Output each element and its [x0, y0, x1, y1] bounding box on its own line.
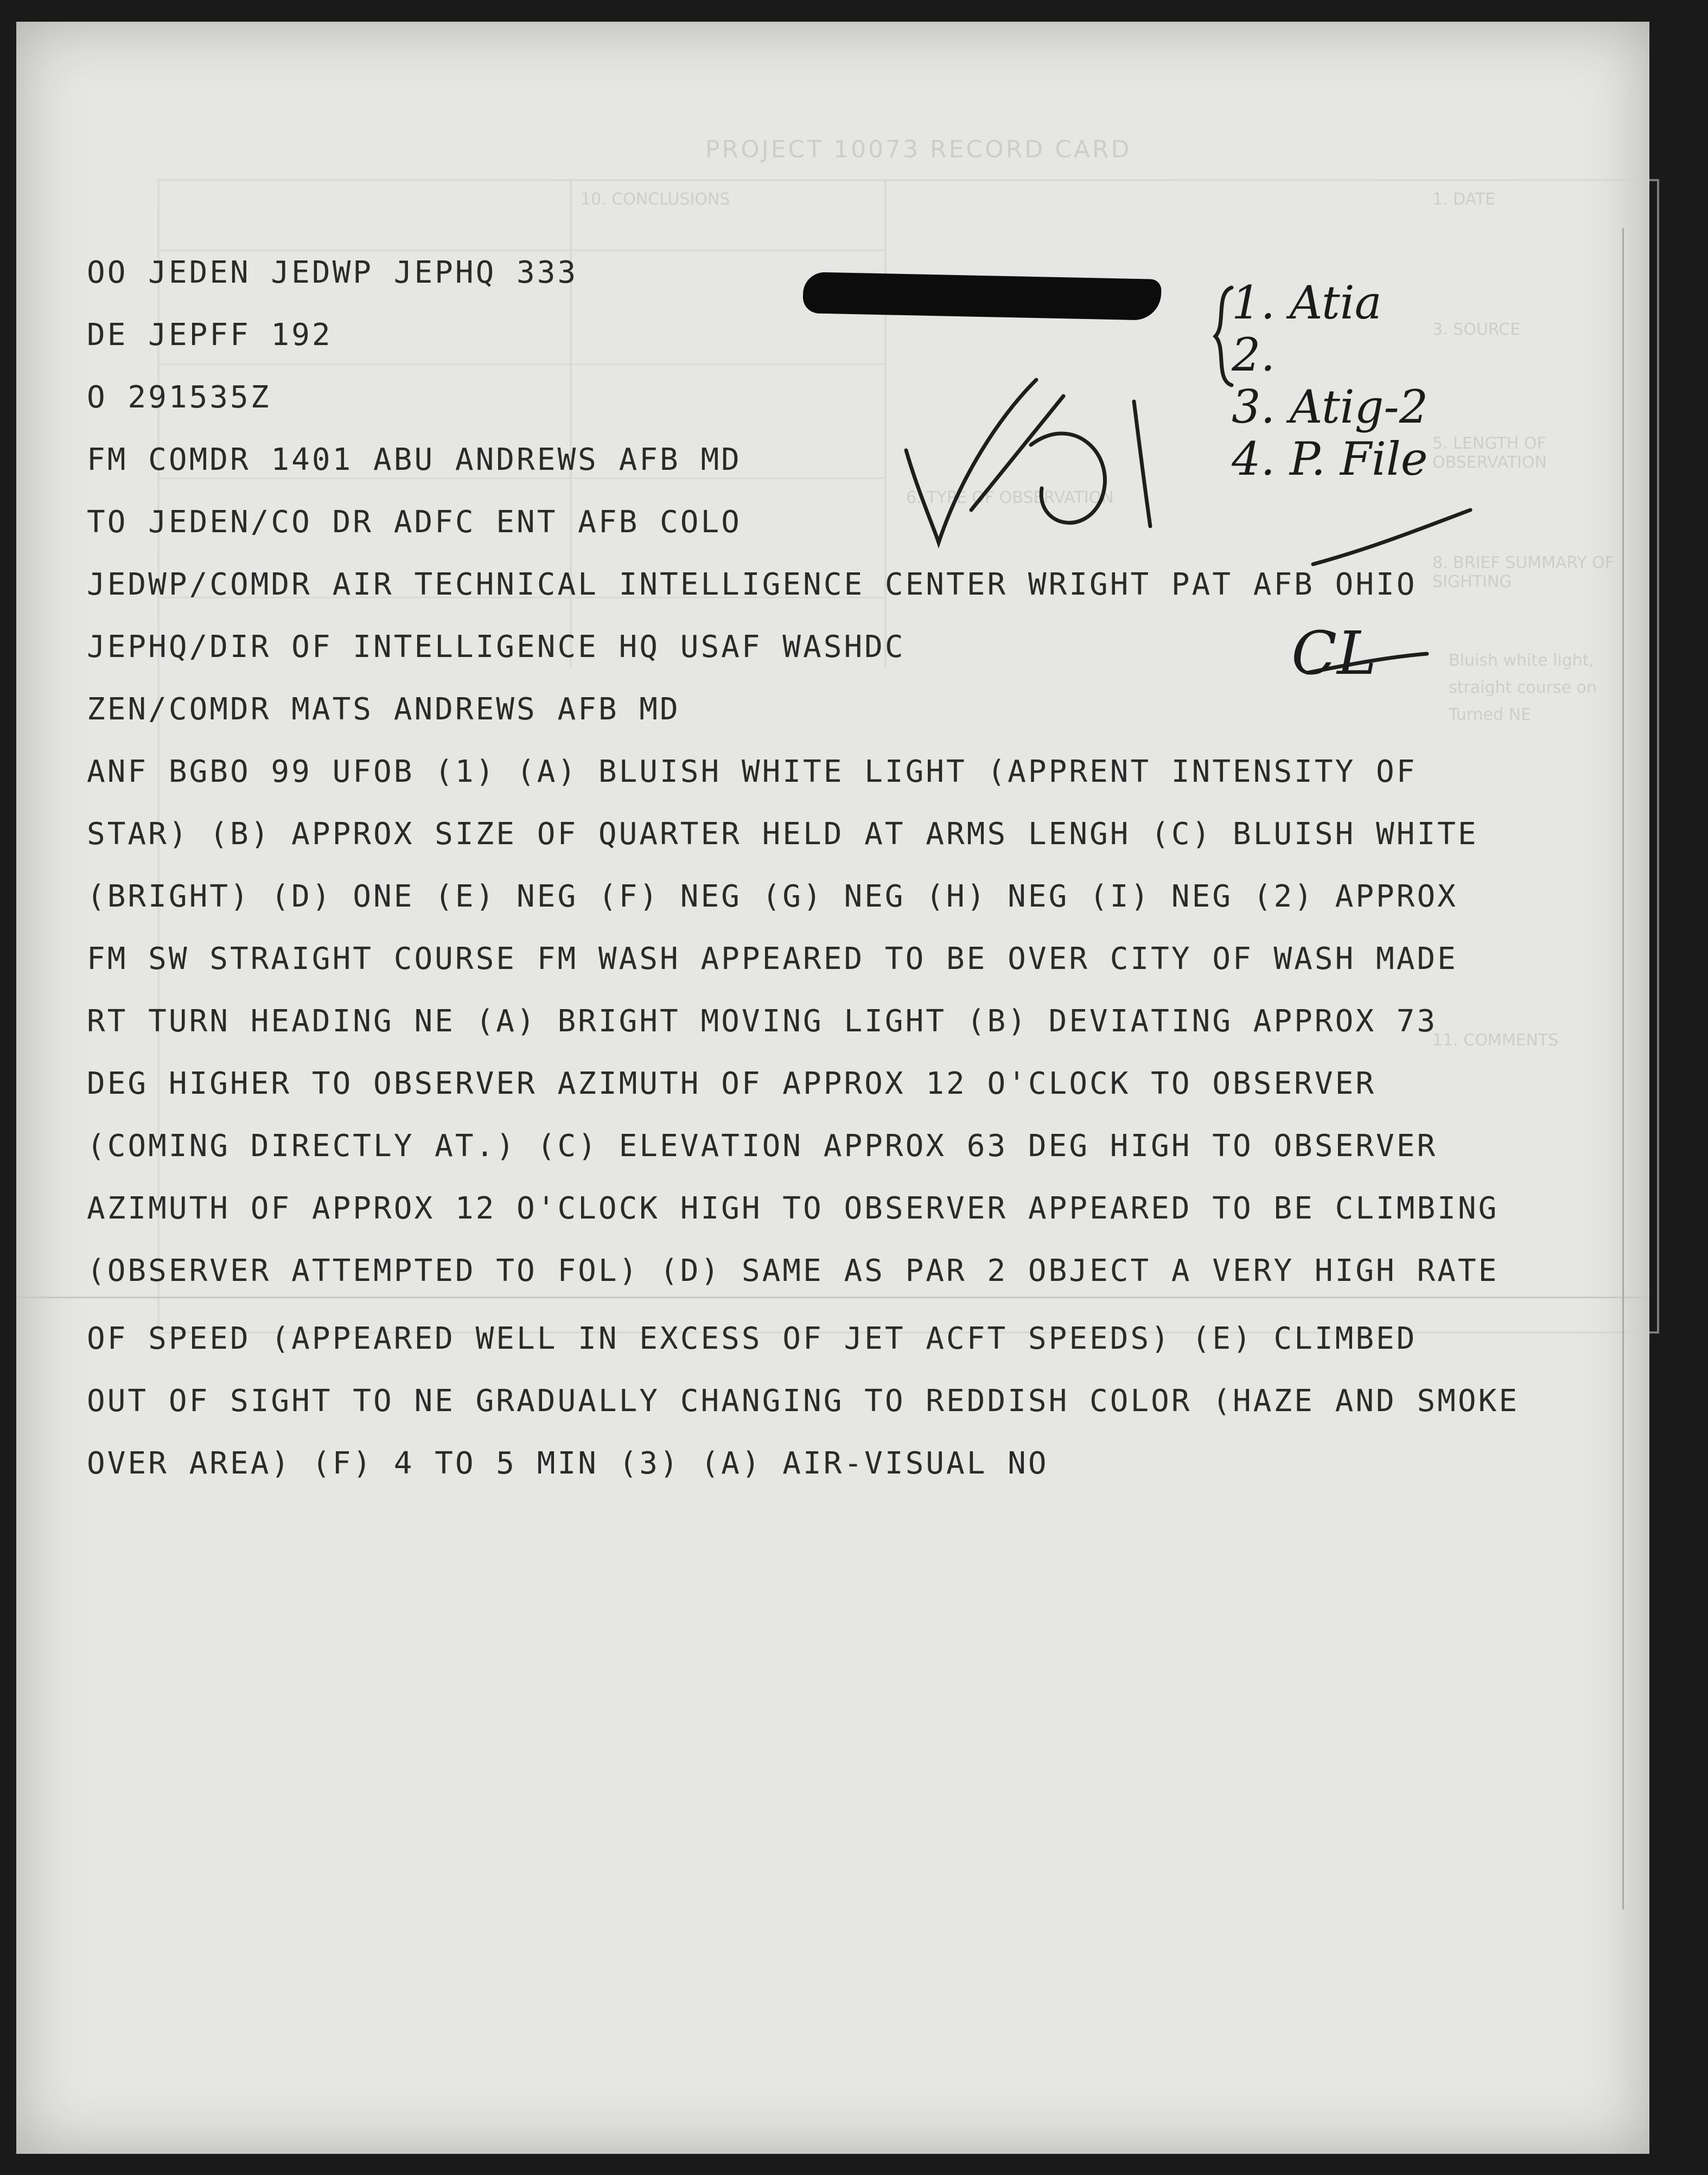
- record-card-summary: Turned NE: [1449, 705, 1532, 724]
- check-mark-stroke: [971, 396, 1063, 510]
- vertical-stroke: [1134, 401, 1150, 526]
- to-line: TO JEDEN/CO DR ADFC ENT AFB COLO: [87, 505, 742, 540]
- record-card-summary: Bluish white light,: [1449, 651, 1595, 670]
- handwritten-distribution-list: [1232, 277, 1428, 485]
- body-line: OF SPEED (APPEARED WELL IN EXCESS OF JET ACFT SPEEDS) (E) CLIMBED: [87, 1321, 1417, 1356]
- distribution-item: 3. Atig-2: [1232, 380, 1429, 433]
- handwritten-initials: CL: [1291, 618, 1377, 688]
- body-line: (BRIGHT) (D) ONE (E) NEG (F) NEG (G) NEG (H) NEG (I) NEG (2) APPROX: [87, 879, 1458, 914]
- brace-stroke: [1215, 288, 1232, 385]
- record-card-label: 3. SOURCE: [1432, 320, 1521, 339]
- from-line: FM COMDR 1401 ABU ANDREWS AFB MD: [87, 442, 742, 477]
- body-line: OUT OF SIGHT TO NE GRADUALLY CHANGING TO REDDISH COLOR (HAZE AND SMOKE: [87, 1383, 1520, 1419]
- body-line: RT TURN HEADING NE (A) BRIGHT MOVING LIGHT (B) DEVIATING APPROX 73: [87, 1004, 1438, 1039]
- body-line: STAR) (B) APPROX SIZE OF QUARTER HELD AT ARMS LENGH (C) BLUISH WHITE: [87, 817, 1478, 852]
- record-card-summary: straight course on: [1449, 678, 1597, 697]
- body-line: AZIMUTH OF APPROX 12 O'CLOCK HIGH TO OBSERVER APPEARED TO BE CLIMBING: [87, 1191, 1499, 1226]
- distribution-item: 1. Atia: [1232, 276, 1382, 329]
- record-card-label: 8. BRIEF SUMMARY OF SIGHTING: [1432, 553, 1615, 591]
- addressee-line: ZEN/COMDR MATS ANDREWS AFB MD: [87, 692, 680, 727]
- datetime-group-line: O 291535Z: [87, 380, 271, 415]
- body-line: (COMING DIRECTLY AT.) (C) ELEVATION APPROX 63 DEG HIGH TO OBSERVER: [87, 1128, 1438, 1164]
- record-card-label: 10. CONCLUSIONS: [581, 190, 730, 209]
- addressee-line: JEDWP/COMDR AIR TECHNICAL INTELLIGENCE CENTER WRIGHT PAT AFB OHIO: [87, 567, 1417, 602]
- loop-stroke: [1031, 433, 1105, 523]
- body-line: ANF BGBO 99 UFOB (1) (A) BLUISH WHITE LIGHT (APPRENT INTENSITY OF: [87, 754, 1417, 789]
- body-line: OVER AREA) (F) 4 TO 5 MIN (3) (A) AIR-VISUAL NO: [87, 1446, 1049, 1481]
- header-sender-line: DE JEPFF 192: [87, 317, 333, 353]
- record-card-label: 6. TYPE OF OBSERVATION: [906, 488, 1114, 507]
- addressee-line: JEPHQ/DIR OF INTELLIGENCE HQ USAF WASHDC: [87, 629, 906, 665]
- underline-stroke: [1313, 510, 1470, 564]
- body-line: DEG HIGHER TO OBSERVER AZIMUTH OF APPROX 12 O'CLOCK TO OBSERVER: [87, 1066, 1376, 1101]
- distribution-item: 4. P. File: [1232, 432, 1428, 486]
- distribution-item: 2.: [1232, 328, 1276, 381]
- body-line: (OBSERVER ATTEMPTED TO FOL) (D) SAME AS PAR 2 OBJECT A VERY HIGH RATE: [87, 1253, 1499, 1289]
- check-mark-stroke: [906, 380, 1036, 543]
- record-card-label: 5. LENGTH OF OBSERVATION: [1432, 434, 1547, 472]
- body-line: FM SW STRAIGHT COURSE FM WASH APPEARED TO BE OVER CITY OF WASH MADE: [87, 941, 1458, 977]
- record-card-label: 1. DATE: [1432, 190, 1496, 209]
- document-page: [16, 22, 1649, 2154]
- record-card-label: 11. COMMENTS: [1432, 1031, 1559, 1050]
- header-routing-line: OO JEDEN JEDWP JEPHQ 333: [87, 255, 578, 290]
- record-card-title: PROJECT 10073 RECORD CARD: [705, 136, 1132, 163]
